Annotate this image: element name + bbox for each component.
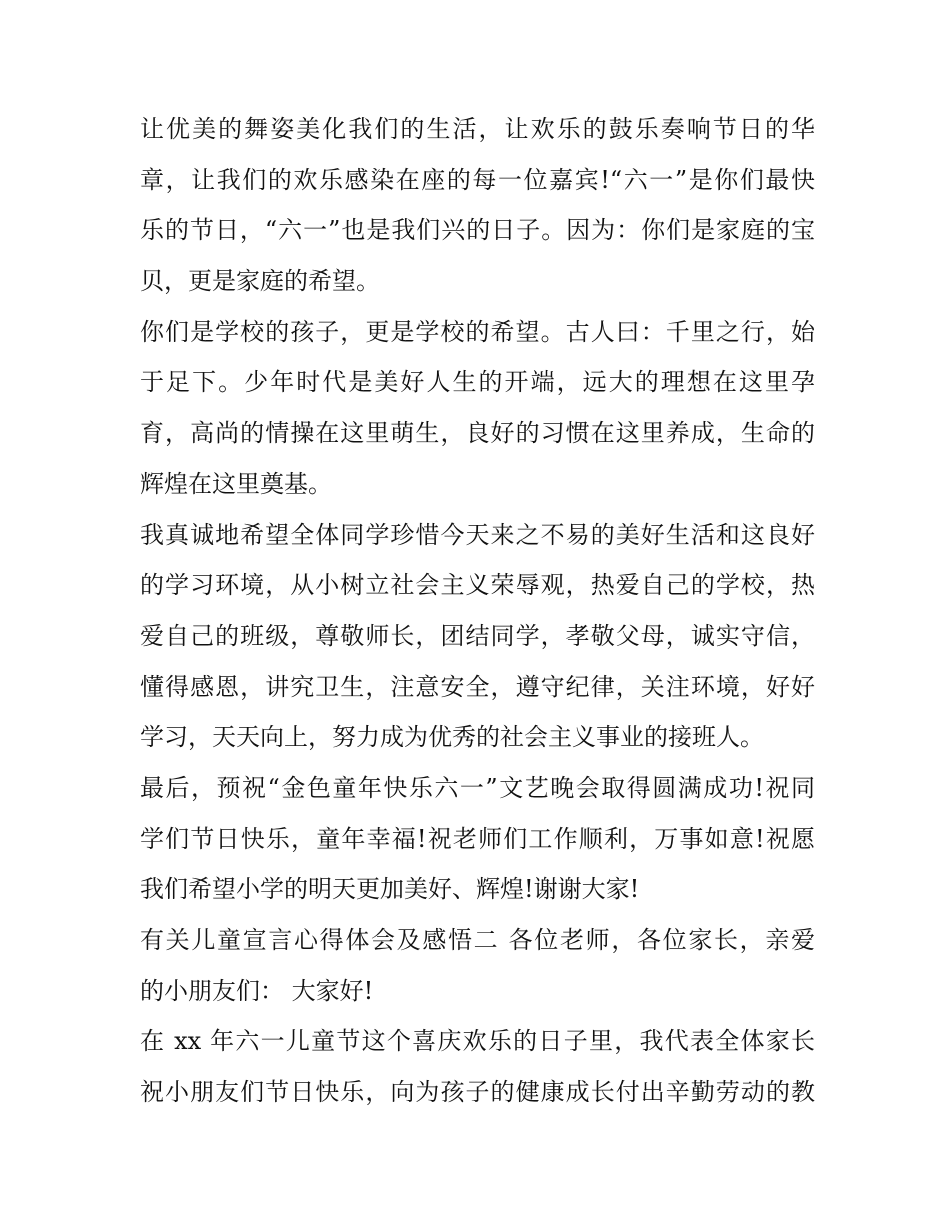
text-line-14: 最后，预祝“金色童年快乐六一”文艺晚会取得圆满成功!祝同 <box>140 773 815 802</box>
text-line-10: 的学习环境，从小树立社会主义荣辱观，热爱自己的学校，热 <box>140 571 815 600</box>
text-line-1: 让优美的舞姿美化我们的生活，让欢乐的鼓乐奏响节日的华 <box>140 115 815 143</box>
text-line-8: 辉煌在这里奠基。 <box>140 469 332 498</box>
document-body <box>140 104 815 1118</box>
text-line-12: 懂得感恩，讲究卫生，注意安全，遵守纪律，关注环境，好好 <box>140 672 815 701</box>
text-line-19: 在 xx 年六一儿童节这个喜庆欢乐的日子里，我代表全体家长 <box>140 1027 815 1056</box>
text-line-16: 我们希望小学的明天更加美好、辉煌!谢谢大家! <box>140 875 640 904</box>
text-line-17: 有关儿童宣言心得体会及感悟二 各位老师，各位家长，亲爱 <box>140 926 815 954</box>
text-line-18: 的小朋友们： 大家好! <box>140 976 374 1005</box>
text-line-15: 学们节日快乐，童年幸福!祝老师们工作顺利，万事如意!祝愿 <box>140 824 815 853</box>
text-line-13: 学习，天天向上，努力成为优秀的社会主义事业的接班人。 <box>140 723 764 752</box>
text-line-7: 育，高尚的情操在这里萌生，良好的习惯在这里养成，生命的 <box>140 419 815 448</box>
text-line-20: 祝小朋友们节日快乐，向为孩子的健康成长付出辛勤劳动的教 <box>140 1078 815 1107</box>
text-line-2: 章，让我们的欢乐感染在座的每一位嘉宾!“六一”是你们最快 <box>140 165 815 194</box>
text-line-11: 爱自己的班级，尊敬师长，团结同学，孝敬父母，诚实守信， <box>140 621 815 650</box>
text-line-3: 乐的节日，“六一”也是我们兴的日子。因为：你们是家庭的宝 <box>140 216 815 245</box>
text-line-9: 我真诚地希望全体同学珍惜今天来之不易的美好生活和这良好 <box>140 520 815 549</box>
text-line-4: 贝，更是家庭的希望。 <box>140 267 380 296</box>
text-line-6: 于足下。少年时代是美好人生的开端，远大的理想在这里孕 <box>140 368 815 397</box>
text-line-5: 你们是学校的孩子，更是学校的希望。古人曰：千里之行，始 <box>140 317 815 346</box>
